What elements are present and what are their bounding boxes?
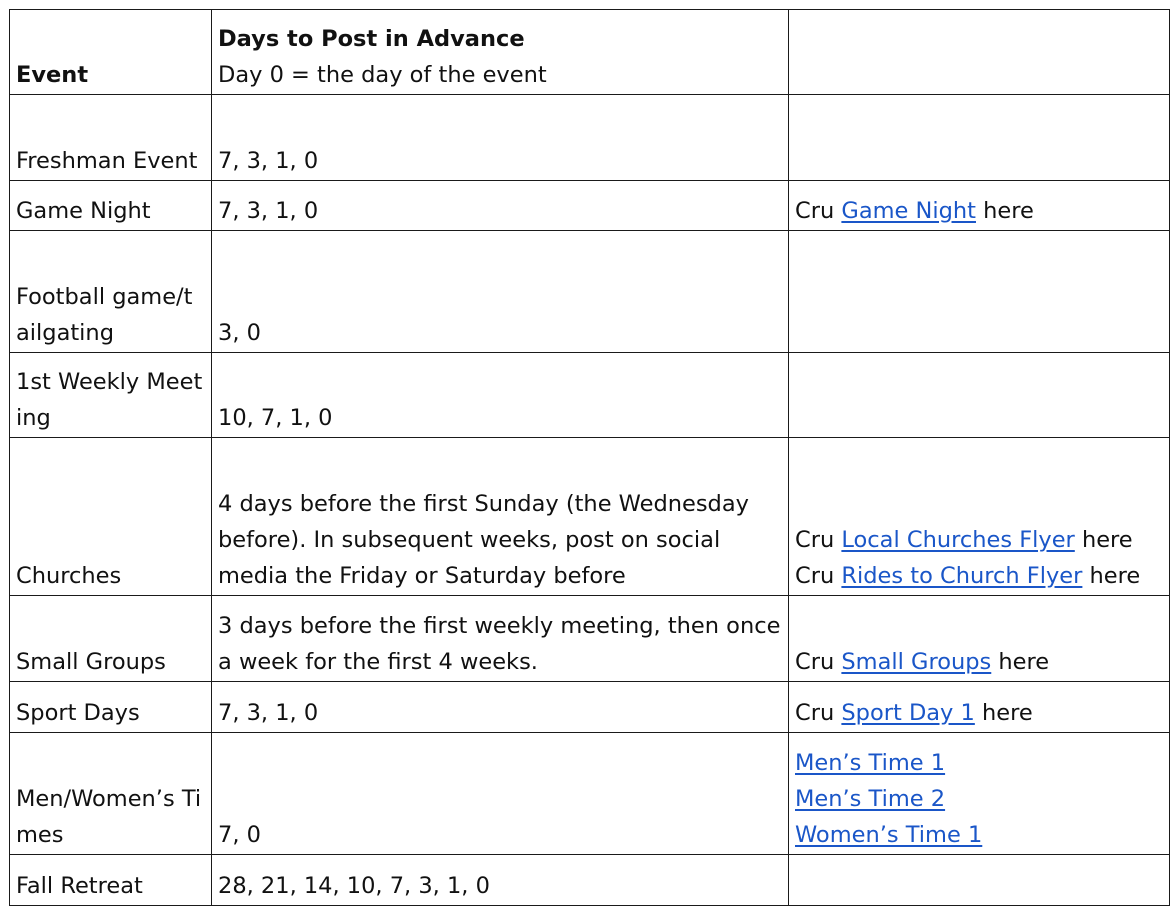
- note-prefix: Cru: [795, 198, 835, 224]
- cell-days: 10, 7, 1, 0: [212, 353, 789, 438]
- note-prefix: Cru: [795, 527, 835, 553]
- cell-notes: [789, 682, 1170, 733]
- game-night-link[interactable]: Game Night: [841, 198, 976, 224]
- table-row: [10, 682, 1170, 733]
- event-posting-table: [9, 9, 1170, 906]
- cell-event: Sport Days: [10, 682, 212, 733]
- cell-notes: [789, 855, 1170, 906]
- header-event-label: Event: [16, 62, 89, 88]
- header-days-subtitle: Day 0 = the day of the event: [218, 62, 547, 88]
- note-suffix: here: [1089, 563, 1141, 589]
- table-header-row: [10, 10, 1170, 95]
- header-event: [10, 10, 212, 95]
- small-groups-link[interactable]: Small Groups: [841, 649, 992, 675]
- local-churches-flyer-link[interactable]: Local Churches Flyer: [841, 527, 1075, 553]
- table-row: [10, 181, 1170, 231]
- note-suffix: here: [1081, 527, 1133, 553]
- note-prefix: Cru: [795, 649, 835, 675]
- cell-days: 4 days before the first Sunday (the Wednesday before). In subsequent weeks, post on social media the Friday or Saturday before: [212, 438, 789, 596]
- header-notes: [789, 10, 1170, 95]
- cell-notes: [789, 353, 1170, 438]
- cell-notes: [789, 181, 1170, 231]
- cell-notes: [789, 438, 1170, 596]
- cell-days: 7, 3, 1, 0: [212, 95, 789, 181]
- cell-notes: [789, 231, 1170, 353]
- mens-time-2-link[interactable]: Men’s Time 2: [795, 786, 946, 812]
- cell-days: 28, 21, 14, 10, 7, 3, 1, 0: [212, 855, 789, 906]
- note-suffix: here: [998, 649, 1050, 675]
- cell-notes: [789, 596, 1170, 682]
- table-row: [10, 353, 1170, 438]
- cell-notes: [789, 95, 1170, 181]
- womens-time-1-link[interactable]: Women’s Time 1: [795, 822, 983, 848]
- cell-event: Game Night: [10, 181, 212, 231]
- cell-event: Freshman Event: [10, 95, 212, 181]
- cell-event: Men/Women’s Times: [10, 733, 212, 855]
- cell-days: 7, 3, 1, 0: [212, 181, 789, 231]
- cell-event: Small Groups: [10, 596, 212, 682]
- cell-event: Football game/tailgating: [10, 231, 212, 353]
- cell-days: 3, 0: [212, 231, 789, 353]
- note-prefix: Cru: [795, 563, 835, 589]
- table-row: [10, 95, 1170, 181]
- cell-event: 1st Weekly Meeting: [10, 353, 212, 438]
- header-days-title: Days to Post in Advance: [218, 26, 525, 52]
- cell-event: Churches: [10, 438, 212, 596]
- cell-days: 3 days before the first weekly meeting, then once a week for the first 4 weeks.: [212, 596, 789, 682]
- cell-notes: [789, 733, 1170, 855]
- cell-days: 7, 0: [212, 733, 789, 855]
- cell-days: 7, 3, 1, 0: [212, 682, 789, 733]
- table-row: [10, 855, 1170, 906]
- cell-event: Fall Retreat: [10, 855, 212, 906]
- sport-day-1-link[interactable]: Sport Day 1: [841, 700, 975, 726]
- header-days: [212, 10, 789, 95]
- note-prefix: Cru: [795, 700, 835, 726]
- table-row: [10, 733, 1170, 855]
- rides-to-church-flyer-link[interactable]: Rides to Church Flyer: [841, 563, 1083, 589]
- mens-time-1-link[interactable]: Men’s Time 1: [795, 750, 946, 776]
- table-row: [10, 231, 1170, 353]
- note-suffix: here: [982, 700, 1033, 726]
- table-row: [10, 596, 1170, 682]
- table-row: [10, 438, 1170, 596]
- note-suffix: here: [983, 198, 1034, 224]
